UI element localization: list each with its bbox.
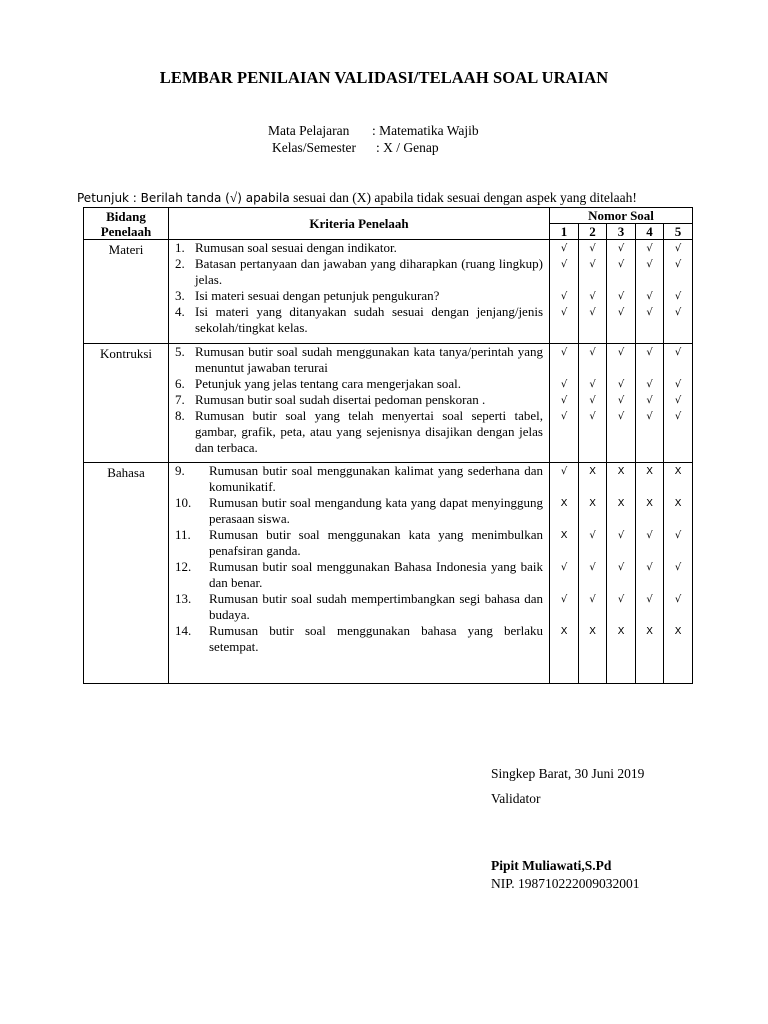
signature-nip: NIP. 198710222009032001 (491, 876, 640, 891)
criteria-number: 13. (175, 591, 192, 606)
mark-value: √ (560, 258, 568, 270)
header-bidang (84, 208, 169, 240)
signature-name: Pipit Muliawati,S.Pd (491, 858, 612, 873)
mark-value: X (560, 625, 568, 637)
page-title: LEMBAR PENILAIAN VALIDASI/TELAAH SOAL URAIAN (159, 68, 609, 87)
section-row-materi (84, 240, 693, 344)
mark-value: √ (560, 465, 568, 477)
criteria-item (175, 392, 543, 408)
mark-value: X (560, 529, 568, 541)
mark-column-3 (607, 240, 636, 344)
header-bidang-line1: Bidang (106, 208, 146, 224)
mark-value: √ (617, 529, 625, 541)
mark-value: √ (646, 258, 653, 270)
criteria-text: Isi materi sesuai dengan petunjuk pengukuran? (195, 288, 440, 303)
mark-value: X (589, 497, 596, 509)
mark-column-1 (550, 240, 579, 344)
criteria-number: 6. (175, 376, 185, 391)
mark-value: X (617, 497, 625, 509)
mark-value: √ (589, 593, 596, 605)
instruction-mid: ) apabila (237, 191, 290, 205)
criteria-item (175, 344, 543, 376)
criteria-number: 3. (175, 288, 185, 303)
criteria-text: Rumusan butir soal menggunakan Bahasa Indonesia yang baik dan benar. (209, 559, 543, 590)
mark-value: √ (617, 242, 625, 254)
mark-value: X (617, 625, 625, 637)
mark-value: √ (617, 258, 625, 270)
bidang-cell: Kontruksi (84, 344, 169, 463)
criteria-text: Batasan pertanyaan dan jawaban yang diharapkan (ruang lingkup) jelas. (195, 256, 543, 287)
header-num-4: 4 (636, 224, 664, 240)
mark-value: √ (617, 593, 625, 605)
criteria-item (175, 623, 543, 655)
mark-value: √ (674, 410, 682, 422)
criteria-item (175, 408, 543, 456)
criteria-number: 12. (175, 559, 192, 574)
mark-value: √ (560, 410, 568, 422)
mark-value: √ (646, 306, 653, 318)
header-bidang-line2: Penelaah (100, 223, 152, 239)
criteria-number: 14. (175, 623, 192, 638)
header-num-3: 3 (607, 224, 636, 240)
header-num-2: 2 (579, 224, 607, 240)
mark-value: X (617, 465, 625, 477)
instruction (77, 190, 697, 206)
header-num-1: 1 (550, 224, 579, 240)
criteria-item (175, 495, 543, 527)
mark-value: √ (646, 242, 653, 254)
section-row-kontruksi (84, 344, 693, 463)
mark-column-1 (550, 463, 579, 684)
header-nomor-soal: Nomor Soal (550, 208, 693, 224)
mark-column-5 (664, 240, 693, 344)
criteria-number: 10. (175, 495, 192, 510)
signature-role: Validator (491, 791, 541, 806)
mark-value: √ (589, 290, 596, 302)
criteria-item (175, 256, 543, 288)
criteria-number: 5. (175, 344, 185, 359)
mark-column-2 (579, 240, 607, 344)
mark-value: √ (617, 346, 625, 358)
mark-value: √ (646, 394, 653, 406)
subject-label: Mata Pelajaran (268, 123, 350, 138)
criteria-text: Rumusan butir soal mengandung kata yang dapat menyinggung perasaan siswa. (209, 495, 543, 526)
class-value: : X / Genap (376, 140, 439, 155)
criteria-item (175, 304, 543, 336)
criteria-number: 8. (175, 408, 185, 423)
class-row (268, 139, 479, 156)
mark-value: √ (617, 306, 625, 318)
mark-value: √ (646, 410, 653, 422)
criteria-number: 1. (175, 240, 185, 255)
mark-value: √ (674, 378, 682, 390)
criteria-item (175, 559, 543, 591)
mark-column-3 (607, 344, 636, 463)
mark-value: X (589, 465, 596, 477)
criteria-number: 7. (175, 392, 185, 407)
class-label: Kelas/Semester (272, 140, 356, 155)
mark-column-1 (550, 344, 579, 463)
section-row-bahasa (84, 463, 693, 684)
criteria-text: Petunjuk yang jelas tentang cara mengerjakan soal. (195, 376, 462, 391)
mark-column-5 (664, 344, 693, 463)
mark-column-4 (636, 344, 664, 463)
mark-value: √ (617, 290, 625, 302)
mark-value: √ (646, 561, 653, 573)
mark-value: √ (560, 561, 568, 573)
criteria-text: Rumusan butir soal sudah menggunakan kata tanya/perintah yang menuntut jawaban terurai (195, 344, 543, 375)
mark-value: √ (560, 593, 568, 605)
mark-column-2 (579, 344, 607, 463)
criteria-item (175, 527, 543, 559)
mark-value: √ (646, 346, 653, 358)
criteria-item (175, 591, 543, 623)
mark-value: √ (589, 410, 596, 422)
mark-value: √ (589, 242, 596, 254)
instruction-rest: sesuai dan (X) apabila tidak sesuai dengan aspek yang ditelaah! (289, 190, 637, 205)
mark-value: √ (560, 290, 568, 302)
mark-value: √ (617, 378, 625, 390)
criteria-text: Rumusan butir soal yang telah menyertai soal seperti tabel, gambar, grafik, peta, atau yang sejenisnya disajikan dengan jelas dan terbaca. (195, 408, 543, 455)
mark-column-3 (607, 463, 636, 684)
mark-value: √ (646, 378, 653, 390)
mark-column-2 (579, 463, 607, 684)
mark-value: X (589, 625, 596, 637)
mark-value: X (674, 625, 682, 637)
criteria-number: 9. (175, 463, 185, 478)
subject-value: : Matematika Wajib (372, 123, 479, 138)
mark-value: X (674, 465, 682, 477)
mark-value: √ (646, 529, 653, 541)
mark-value: √ (589, 306, 596, 318)
mark-value: √ (646, 290, 653, 302)
subject-row (268, 122, 479, 139)
mark-value: √ (674, 561, 682, 573)
mark-value: √ (674, 529, 682, 541)
mark-value: √ (617, 561, 625, 573)
mark-value: X (560, 497, 568, 509)
mark-value: √ (589, 346, 596, 358)
criteria-text: Rumusan butir soal sudah disertai pedoman penskoran . (195, 392, 486, 407)
kriteria-cell (169, 344, 550, 463)
mark-value: √ (674, 394, 682, 406)
bidang-cell: Materi (84, 240, 169, 344)
mark-value: √ (589, 394, 596, 406)
criteria-text: Rumusan soal sesuai dengan indikator. (195, 240, 397, 255)
mark-value: √ (674, 258, 682, 270)
criteria-number: 4. (175, 304, 185, 319)
mark-value: X (674, 497, 682, 509)
criteria-text: Rumusan butir soal sudah mempertimbangkan segi bahasa dan budaya. (209, 591, 543, 622)
mark-value: √ (589, 529, 596, 541)
criteria-item (175, 288, 543, 304)
criteria-item (175, 240, 543, 256)
mark-value: √ (674, 242, 682, 254)
criteria-number: 11. (175, 527, 191, 542)
instruction-check-symbol: √ (229, 190, 238, 205)
mark-value: √ (617, 394, 625, 406)
instruction-prefix: Petunjuk : Berilah tanda ( (77, 191, 230, 205)
mark-value: √ (674, 306, 682, 318)
criteria-item (175, 463, 543, 495)
assessment-table (83, 207, 693, 684)
mark-value: √ (646, 593, 653, 605)
signature-place-date: Singkep Barat, 30 Juni 2019 (491, 766, 645, 781)
mark-value: √ (560, 346, 568, 358)
bidang-cell: Bahasa (84, 463, 169, 684)
mark-value: √ (674, 593, 682, 605)
mark-value: √ (560, 306, 568, 318)
criteria-text: Isi materi yang ditanyakan sudah sesuai dengan jenjang/jenis sekolah/tingkat kelas. (195, 304, 543, 335)
criteria-text: Rumusan butir soal menggunakan bahasa yang berlaku setempat. (209, 623, 543, 654)
mark-value: X (646, 465, 653, 477)
mark-value: √ (560, 394, 568, 406)
mark-value: √ (674, 346, 682, 358)
mark-value: √ (560, 242, 568, 254)
mark-column-5 (664, 463, 693, 684)
mark-column-4 (636, 240, 664, 344)
mark-value: √ (560, 378, 568, 390)
kriteria-cell (169, 240, 550, 344)
criteria-item (175, 376, 543, 392)
document-meta (268, 122, 479, 156)
mark-value: √ (589, 258, 596, 270)
criteria-text: Rumusan butir soal menggunakan kata yang menimbulkan penafsiran ganda. (209, 527, 543, 558)
criteria-text: Rumusan butir soal menggunakan kalimat yang sederhana dan komunikatif. (209, 463, 543, 494)
mark-value: √ (674, 290, 682, 302)
header-kriteria: Kriteria Penelaah (169, 208, 550, 240)
mark-column-4 (636, 463, 664, 684)
mark-value: √ (589, 561, 596, 573)
criteria-number: 2. (175, 256, 185, 271)
header-num-5: 5 (664, 224, 693, 240)
mark-value: X (646, 497, 653, 509)
mark-value: √ (617, 410, 625, 422)
mark-value: X (646, 625, 653, 637)
mark-value: √ (589, 378, 596, 390)
kriteria-cell (169, 463, 550, 684)
